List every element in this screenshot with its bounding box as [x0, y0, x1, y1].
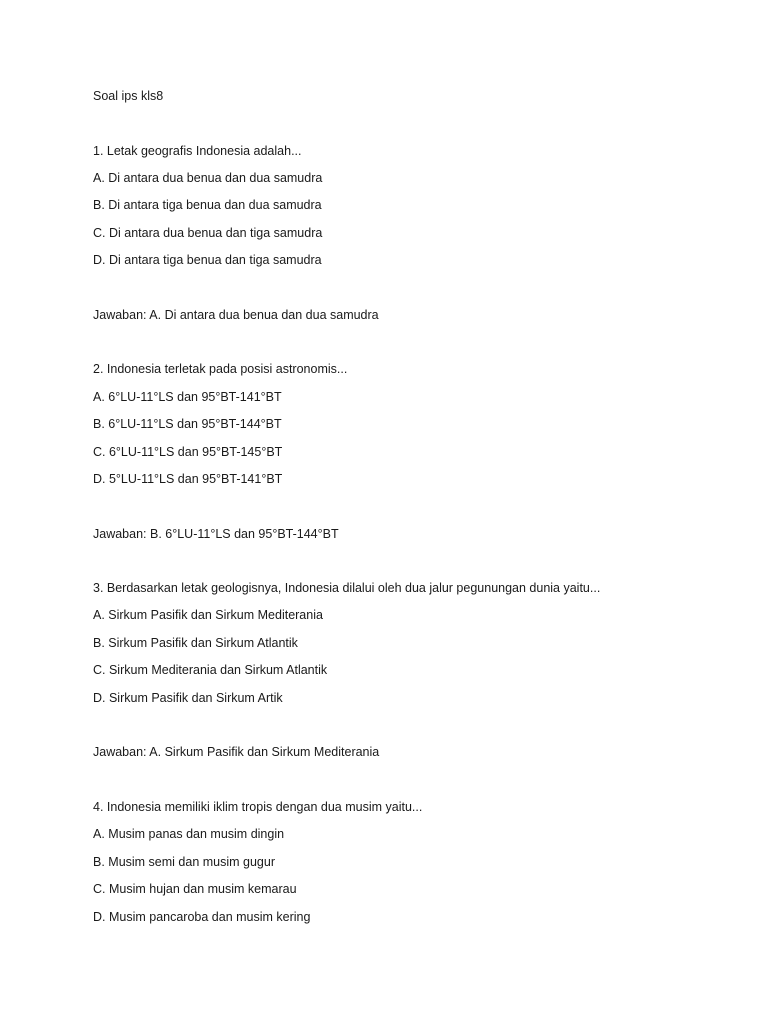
question-1-option-b: B. Di antara tiga benua dan dua samudra: [93, 198, 322, 212]
document-title: Soal ips kls8: [93, 89, 164, 103]
question-2: 2. Indonesia terletak pada posisi astronomis...: [93, 362, 348, 376]
question-1-option-d: D. Di antara tiga benua dan tiga samudra: [93, 253, 322, 267]
question-2-option-a: A. 6°LU-11°LS dan 95°BT-141°BT: [93, 390, 282, 404]
question-1: 1. Letak geografis Indonesia adalah...: [93, 144, 302, 158]
question-4-option-b: B. Musim semi dan musim gugur: [93, 855, 276, 869]
question-1-option-c: C. Di antara dua benua dan tiga samudra: [93, 226, 323, 240]
question-3-option-a: A. Sirkum Pasifik dan Sirkum Mediterania: [93, 608, 323, 622]
question-3-option-d: D. Sirkum Pasifik dan Sirkum Artik: [93, 691, 283, 705]
question-1-option-a: A. Di antara dua benua dan dua samudra: [93, 171, 323, 185]
question-4: 4. Indonesia memiliki iklim tropis dengan dua musim yaitu...: [93, 800, 423, 814]
question-2-option-d: D. 5°LU-11°LS dan 95°BT-141°BT: [93, 472, 283, 486]
question-1-answer: Jawaban: A. Di antara dua benua dan dua samudra: [93, 308, 379, 322]
question-2-option-b: B. 6°LU-11°LS dan 95°BT-144°BT: [93, 417, 282, 431]
question-4-option-d: D. Musim pancaroba dan musim kering: [93, 910, 311, 924]
question-2-option-c: C. 6°LU-11°LS dan 95°BT-145°BT: [93, 445, 283, 459]
question-2-answer: Jawaban: B. 6°LU-11°LS dan 95°BT-144°BT: [93, 527, 339, 541]
question-3-option-b: B. Sirkum Pasifik dan Sirkum Atlantik: [93, 636, 298, 650]
question-3: 3. Berdasarkan letak geologisnya, Indonesia dilalui oleh dua jalur pegunungan dunia yaitu...: [93, 581, 601, 595]
question-4-option-c: C. Musim hujan dan musim kemarau: [93, 882, 297, 896]
question-4-option-a: A. Musim panas dan musim dingin: [93, 827, 285, 841]
question-3-option-c: C. Sirkum Mediterania dan Sirkum Atlantik: [93, 663, 328, 677]
question-3-answer: Jawaban: A. Sirkum Pasifik dan Sirkum Mediterania: [93, 745, 380, 759]
